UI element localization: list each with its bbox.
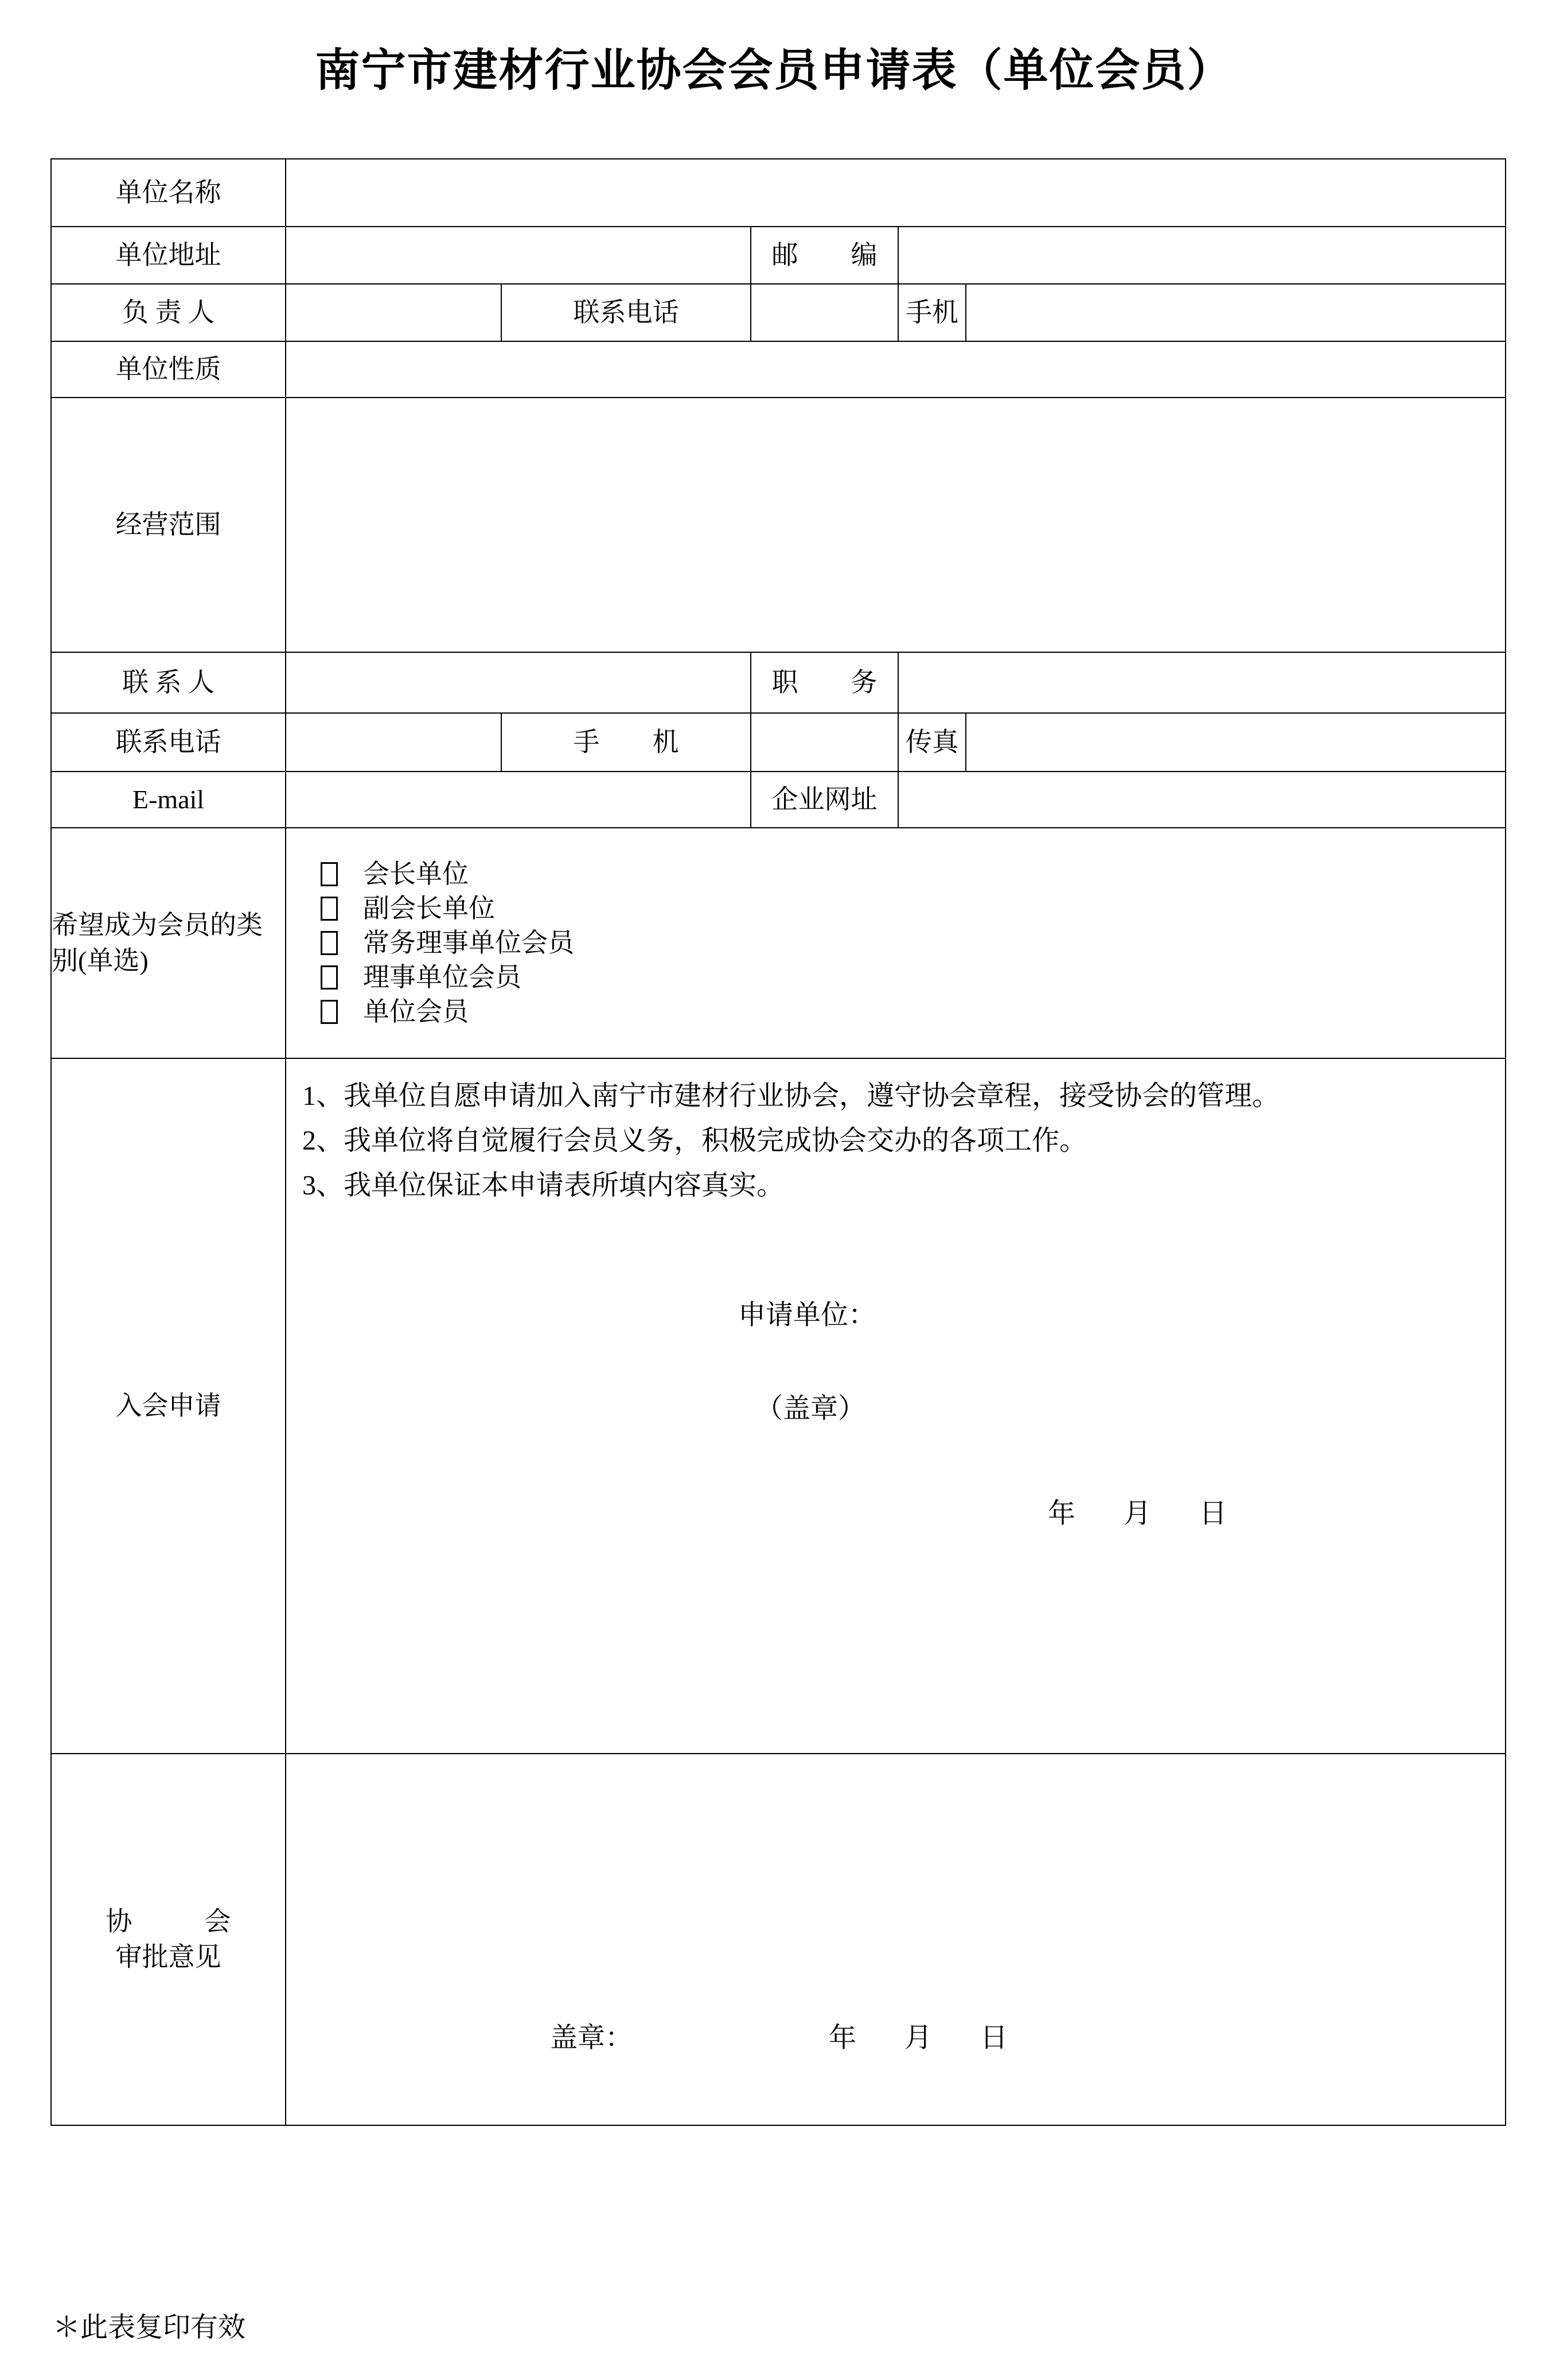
date-day-label: 日: [1199, 1498, 1227, 1529]
date-year-label: 年: [829, 2023, 857, 2054]
field-unit-nature[interactable]: [286, 341, 1506, 398]
label-principal-phone: 联系电话: [501, 284, 751, 341]
table-row-unit-nature: [51, 341, 1506, 398]
field-contact-person[interactable]: [286, 652, 751, 713]
label-application: 入会申请: [51, 1058, 286, 1754]
field-email[interactable]: [286, 772, 751, 828]
table-row-membership-category: [51, 828, 1506, 1058]
label-postcode: 邮 编: [751, 227, 898, 284]
membership-option-label: 会长单位: [363, 859, 469, 889]
label-approval: [51, 1754, 286, 2125]
membership-option-vice-president[interactable]: [301, 891, 1505, 926]
field-principal[interactable]: [286, 284, 501, 341]
footer-note: ＊此表复印有效: [53, 2312, 246, 2343]
label-unit-address: 单位地址: [51, 227, 286, 284]
label-position: 职 务: [751, 652, 898, 713]
applicant-date-line[interactable]: [302, 1492, 1485, 1536]
approval-seal-label: 盖章：: [550, 2023, 633, 2054]
field-contact-mobile[interactable]: [751, 713, 898, 772]
membership-option-list: [286, 849, 1505, 1037]
application-statement-2: 2、我单位将自觉履行会员义务，积极完成协会交办的各项工作。: [302, 1125, 1087, 1156]
membership-application-table: [50, 158, 1506, 2126]
table-row-principal: [51, 284, 1506, 341]
label-business-scope: 经营范围: [51, 398, 286, 652]
date-month-label: 月: [904, 2023, 933, 2054]
label-unit-name: 单位名称: [51, 159, 286, 227]
label-contact-person: 联 系 人: [51, 652, 286, 713]
table-row-unit-address: [51, 227, 1506, 284]
checkbox-icon[interactable]: [321, 862, 338, 886]
membership-option-president[interactable]: [301, 857, 1505, 891]
field-postcode[interactable]: [898, 227, 1506, 284]
field-principal-mobile[interactable]: [966, 284, 1506, 341]
application-signature-block: [302, 1294, 1485, 1536]
field-fax[interactable]: [966, 713, 1506, 772]
membership-option-standing-director[interactable]: [301, 926, 1505, 960]
table-row-business-scope: [51, 398, 1506, 652]
table-row-unit-name: [51, 159, 1506, 227]
approval-label-line1: 协 会: [106, 1906, 254, 1936]
field-approval-opinion[interactable]: [286, 1754, 1506, 2125]
approval-label-line2: 审批意见: [115, 1942, 221, 1972]
application-statement-1: 1、我单位自愿申请加入南宁市建材行业协会，遵守协会章程，接受协会的管理。: [302, 1081, 1280, 1111]
application-statements: [286, 1059, 1505, 1536]
checkbox-icon[interactable]: [321, 965, 338, 990]
field-contact-phone[interactable]: [286, 713, 501, 772]
approval-date-line: [829, 2023, 1049, 2053]
field-principal-phone[interactable]: [751, 284, 898, 341]
label-principal-mobile: 手机: [898, 284, 966, 341]
application-statement-3: 3、我单位保证本申请表所填内容真实。: [302, 1170, 785, 1201]
checkbox-icon[interactable]: [321, 1000, 338, 1024]
field-unit-address[interactable]: [286, 227, 751, 284]
page-title: 南宁市建材行业协会会员申请表（单位会员）: [315, 45, 1233, 95]
label-unit-nature: 单位性质: [51, 341, 286, 398]
label-email: E-mail: [51, 772, 286, 828]
label-membership-category: 希望成为会员的类别(单选): [51, 828, 286, 1058]
date-month-label: 月: [1124, 1498, 1152, 1529]
field-position[interactable]: [898, 652, 1506, 713]
field-business-scope[interactable]: [286, 398, 1506, 652]
label-website: 企业网址: [751, 772, 898, 828]
checkbox-icon[interactable]: [321, 897, 338, 921]
application-cell: [286, 1058, 1506, 1754]
label-contact-mobile: 手 机: [501, 713, 751, 772]
field-unit-name[interactable]: [286, 159, 1506, 227]
table-row-email: [51, 772, 1506, 828]
date-year-label: 年: [1048, 1498, 1076, 1529]
table-row-contact-phone: [51, 713, 1506, 772]
membership-option-director[interactable]: [301, 960, 1505, 995]
label-contact-phone: 联系电话: [51, 713, 286, 772]
label-fax: 传真: [898, 713, 966, 772]
applicant-seal-line: （盖章）: [755, 1393, 866, 1424]
date-day-label: 日: [980, 2023, 1008, 2054]
membership-option-label: 常务理事单位会员: [363, 928, 574, 958]
table-row-approval: [51, 1754, 1506, 2125]
label-principal: 负 责 人: [51, 284, 286, 341]
membership-options-cell: [286, 828, 1506, 1058]
membership-option-label: 副会长单位: [363, 894, 495, 924]
checkbox-icon[interactable]: [321, 931, 338, 955]
membership-option-label: 理事单位会员: [363, 963, 521, 992]
approval-signature-block: [550, 2020, 1049, 2057]
membership-option-unit-member[interactable]: [301, 995, 1505, 1029]
applicant-unit-line[interactable]: 申请单位：: [738, 1300, 876, 1331]
field-website[interactable]: [898, 772, 1506, 828]
table-row-application: [51, 1058, 1506, 1754]
membership-option-label: 单位会员: [363, 997, 469, 1027]
table-row-contact-person: [51, 652, 1506, 713]
